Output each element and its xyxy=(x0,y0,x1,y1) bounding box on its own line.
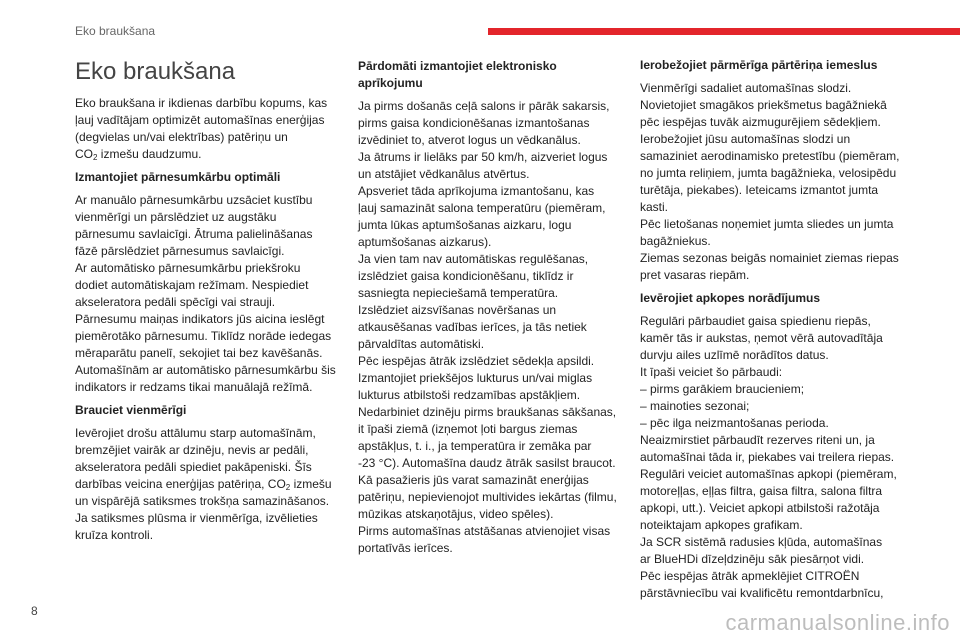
intro-paragraph xyxy=(75,95,347,163)
gearbox-paragraph xyxy=(75,192,347,396)
text-line: pārstāvniecību vai kvalificētu remontdarbnīcu, xyxy=(640,586,884,600)
text-line: no jumta reliņiem, jumta bagāžnieka, velosipēdu xyxy=(640,166,897,180)
watermark: carmanualsonline.info xyxy=(725,610,950,635)
text-line: bagāžniekus. xyxy=(640,234,711,248)
column-3 xyxy=(640,54,902,608)
text-line: pārnesumu savlaicīgi. Ātruma palielināšanas xyxy=(75,227,313,241)
text-line: noteiktajam apkopes grafikam. xyxy=(640,518,803,532)
text-line: Izmantojiet priekšējos lukturus un/vai miglas xyxy=(358,371,593,385)
page-number: 8 xyxy=(31,604,38,618)
co2-text: CO xyxy=(75,147,93,161)
text-line: izslēdziet gaisa kondicionēšanu, tiklīdz ir xyxy=(358,269,574,283)
text-line: Neaizmirstiet pārbaudīt rezerves riteni un, ja xyxy=(640,433,875,447)
text-line: -23 °C). Automašīna daudz ātrāk sasilst braucot. xyxy=(358,456,616,470)
text-line: aprīkojumu xyxy=(358,76,423,90)
text-line: Ja satiksmes plūsma ir vienmērīga, izvēlieties xyxy=(75,511,318,525)
text-line: samaziniet aerodinamisko pretestību (piemēram, xyxy=(640,149,900,163)
heading-overconsumption: Ierobežojiet pārmērīga pārtēriņa iemeslus xyxy=(640,58,878,72)
text-line: – pirms garākiem braucieniem; xyxy=(640,382,805,396)
text-line: aptumšošanas aizkarus). xyxy=(358,235,492,249)
text-line: Ziemas sezonas beigās nomainiet ziemas riepas xyxy=(640,251,899,265)
electronic-equipment-paragraph xyxy=(358,98,620,557)
heading-gearbox: Izmantojiet pārnesumkārbu optimāli xyxy=(75,170,281,184)
text-line: Regulāri pārbaudiet gaisa spiedienu riepās, xyxy=(640,314,871,328)
text-line: Izslēdziet aizsvīšanas novēršanas un xyxy=(358,303,557,317)
text-line: Apsveriet tāda aprīkojuma izmantošanu, kas xyxy=(358,184,595,198)
running-header: Eko braukšana xyxy=(75,24,156,38)
text-line: turētāja, piekabes). Ieteicams izmantot jumta xyxy=(640,183,879,197)
overconsumption-paragraph xyxy=(640,80,902,284)
page-title: Eko braukšana xyxy=(75,58,236,85)
text-line: – mainoties sezonai; xyxy=(640,399,750,413)
text-line: pret vasaras riepām. xyxy=(640,268,750,282)
text-line: indikators ir redzams tikai manuālajā režīmā. xyxy=(75,380,313,394)
text-line: (degvielas un/vai elektrības) patēriņu un xyxy=(75,130,288,144)
smooth-lines-a xyxy=(75,425,347,476)
heading-maintenance: Ievērojiet apkopes norādījumus xyxy=(640,291,821,305)
text-line: pēc iespējas tuvāk aizmugurējiem sēdekļiem. xyxy=(640,115,881,129)
text-line: Pārnesumu maiņas indikators jūs aicina ieslēgt xyxy=(75,312,325,326)
text-line: patēriņu, nepievienojot multivides iekārtas (filmu, xyxy=(358,490,617,504)
heading-smooth-driving: Brauciet vienmērīgi xyxy=(75,403,187,417)
text-line: pirms gaisa kondicionēšanas izmantošanas xyxy=(358,116,590,130)
column-2 xyxy=(358,54,620,563)
text-line: apstākļus, t. i., ja temperatūra ir zemāka par xyxy=(358,439,592,453)
text-line: mūzikas atskaņotājus, video spēles). xyxy=(358,507,554,521)
text-line: Pēc lietošanas noņemiet jumta sliedes un jumta xyxy=(640,217,894,231)
intro-lines xyxy=(75,95,347,146)
text-line: Ar automātisko pārnesumkārbu priekšroku xyxy=(75,261,301,275)
text-line: kruīza kontroli. xyxy=(75,528,154,542)
text-line: jumta lūkas aptumšošanas aizkaru, logu xyxy=(358,218,572,232)
text-line: izvēdiniet to, atverot logus un vēdkanālus. xyxy=(358,133,581,147)
text-line: Pēc iespējas ātrāk apmeklējiet CITROËN xyxy=(640,569,860,583)
text-line: Ja ātrums ir lielāks par 50 km/h, aizveriet logus xyxy=(358,150,608,164)
text-line: Pārdomāti izmantojiet elektronisko xyxy=(358,59,557,73)
text-line: fāzē pārslēdziet pārnesumus savlaicīgi. xyxy=(75,244,285,258)
header-accent-bar xyxy=(488,28,960,35)
co2-pre: darbības veicina enerģijas patēriņa, CO xyxy=(75,477,286,491)
text-line: Kā pasažieris jūs varat samazināt enerģijas xyxy=(358,473,589,487)
text-line: ar BlueHDi dīzeļdzinēju sāk piesārņot vidi. xyxy=(640,552,865,566)
text-line: ļauj samazināt salona temperatūru (piemēram, xyxy=(358,201,606,215)
text-line: Vienmērīgi sadaliet automašīnas slodzi. xyxy=(640,81,852,95)
text-line: bremzējiet vairāk ar dzinēju, nevis ar pedāli, xyxy=(75,443,309,457)
text-line: pārvaldītas automātiski. xyxy=(358,337,485,351)
text-line: portatīvās ierīces. xyxy=(358,541,453,555)
text-line: Pēc iespējas ātrāk izslēdziet sēdekļa apsildi. xyxy=(358,354,595,368)
text-line: Regulāri veiciet automašīnas apkopi (piemēram, xyxy=(640,467,897,481)
smooth-co2-line xyxy=(75,476,347,493)
text-line: It īpaši veiciet šo pārbaudi: xyxy=(640,365,783,379)
text-line: – pēc ilga neizmantošanas perioda. xyxy=(640,416,829,430)
text-line: vienmērīgi un pārslēdziet uz augstāku xyxy=(75,210,277,224)
text-line: motoreļļas, eļļas filtra, gaisa filtra, salona filtra xyxy=(640,484,883,498)
text-line: Ja SCR sistēmā radusies kļūda, automašīnas xyxy=(640,535,883,549)
text-line: apkopi, utt.). Veiciet apkopi atbilstoši ražotāja xyxy=(640,501,880,515)
text-line: atkausēšanas vadības ierīces, ja tās netiek xyxy=(358,320,587,334)
text-line: Ievērojiet drošu attālumu starp automašīnām, xyxy=(75,426,316,440)
text-line: dodiet automātiskajam režīmam. Nespiediet xyxy=(75,278,309,292)
text-line: Ar manuālo pārnesumkārbu uzsāciet kustību xyxy=(75,193,313,207)
text-line: Ierobežojiet jūsu automašīnas slodzi un xyxy=(640,132,851,146)
text-line: akseleratora pedāli spiediet pakāpeniski. Šīs xyxy=(75,460,312,474)
text-line: sasniegta nepieciešamā temperatūra. xyxy=(358,286,559,300)
text-line: durvju ailes uzlīmē norādītos datus. xyxy=(640,348,829,362)
smooth-driving-paragraph xyxy=(75,425,347,544)
text-line: lukturus atbilstoši redzamības apstākļiem. xyxy=(358,388,581,402)
text-line: kamēr tās ir aukstas, ņemot vērā autovadītāja xyxy=(640,331,883,345)
text-line: Pirms automašīnas atstāšanas atvienojiet visas xyxy=(358,524,611,538)
column-1 xyxy=(75,54,347,550)
text-line: Automašīnām ar automātisko pārnesumkārbu šis xyxy=(75,363,336,377)
text-line: kasti. xyxy=(640,200,669,214)
text-line: piemērotāko pārnesumu. Tiklīdz norāde iedegas xyxy=(75,329,332,343)
heading-electronic-equipment xyxy=(358,58,620,92)
text-line: akseleratora pedāli spēcīgi vai strauji. xyxy=(75,295,276,309)
text-line: mēraparātu panelī, sekojiet tai bez kavēšanās. xyxy=(75,346,323,360)
text-line: un vispārējā satiksmes trokšņa samazināšanos. xyxy=(75,494,330,508)
text-line: Ja vien tam nav automātiskas regulēšanas, xyxy=(358,252,589,266)
maintenance-paragraph xyxy=(640,313,902,602)
text-line: Novietojiet smagākos priekšmetus bagāžniekā xyxy=(640,98,887,112)
text-line: automašīnai tāda ir, piekabes vai treilera riepas. xyxy=(640,450,895,464)
text-line: Ja pirms došanās ceļā salons ir pārāk sakarsis, xyxy=(358,99,610,113)
co2-subscript: 2 xyxy=(93,153,98,162)
intro-co2-line xyxy=(75,146,347,163)
co2-post: izmešu xyxy=(290,477,332,491)
text-line: un atstājiet vēdkanālus atvērtus. xyxy=(358,167,530,181)
co2-subscript-2: 2 xyxy=(285,483,291,492)
co2-rest: izmešu daudzumu. xyxy=(97,147,202,161)
text-line: it īpaši ziemā (izņemot ļoti bargus ziemas xyxy=(358,422,578,436)
text-line: Nedarbiniet dzinēju pirms braukšanas sākšanas, xyxy=(358,405,617,419)
smooth-lines-b xyxy=(75,493,347,544)
text-line: ļauj vadītājam optimizēt automašīnas enerģijas xyxy=(75,113,325,127)
text-line: Eko braukšana ir ikdienas darbību kopums, kas xyxy=(75,96,328,110)
